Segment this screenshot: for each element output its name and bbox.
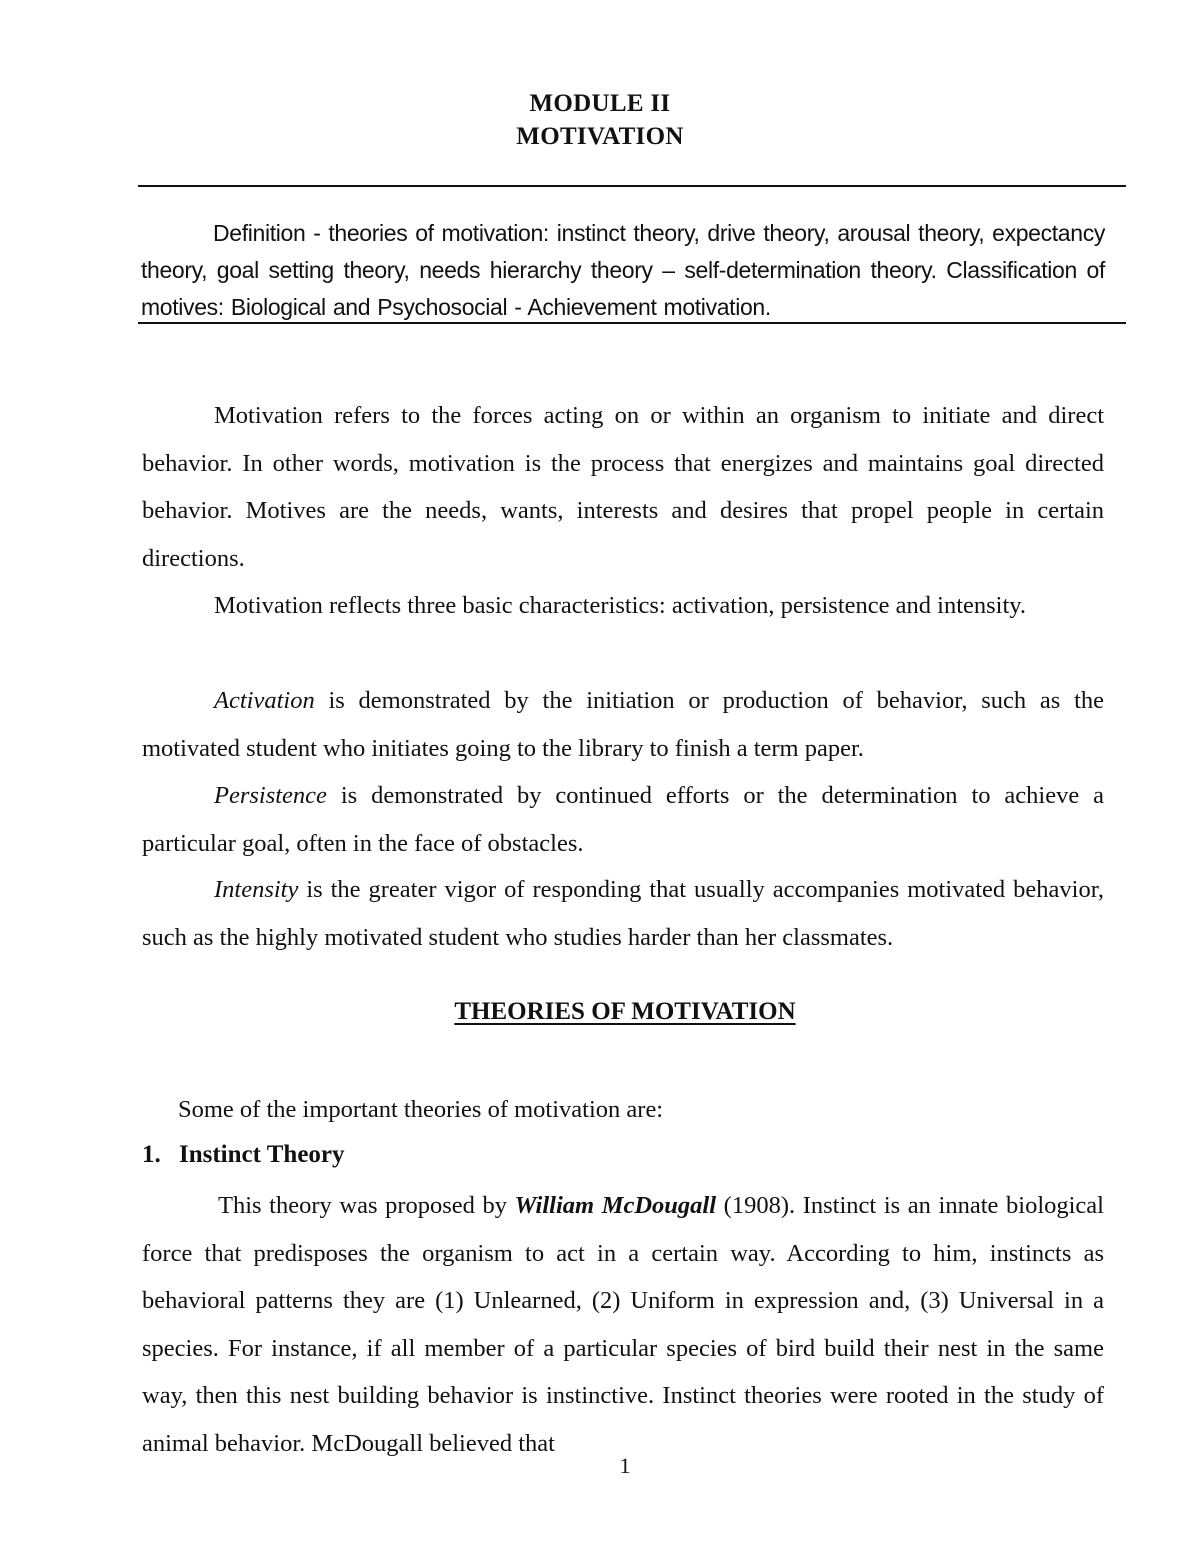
activation-paragraph [142, 677, 1104, 772]
module-label: MODULE II [529, 90, 671, 117]
theory-1-number: 1. [142, 1141, 161, 1168]
theory-1-text-before: This theory was proposed by [218, 1192, 515, 1219]
persistence-text: is demonstrated by continued efforts or the determination to achieve a particular goal, often in the face of obstacles. [142, 782, 1104, 857]
theory-1-author: William McDougall [514, 1192, 717, 1219]
intensity-text: is the greater vigor of responding that usually accompanies motivated behavior, such as the highly motivated student who studies harder than her classmates. [142, 876, 1104, 951]
theories-intro: Some of the important theories of motivation are: [178, 1096, 664, 1123]
section-heading: THEORIES OF MOTIVATION [454, 998, 796, 1025]
persistence-paragraph [142, 772, 1104, 867]
page-title: MOTIVATION [516, 123, 684, 150]
summary-text: Definition - theories of motivation: instinct theory, drive theory, arousal theory, expectancy theory, goal setting theory, needs hierarchy theory – self-determination theory. Classification of motives: Biological and Psychosocial - Achievement motivation. [141, 220, 1105, 320]
intensity-paragraph [142, 866, 1104, 961]
intro-paragraph-2: Motivation reflects three basic characteristics: activation, persistence and intensity. [214, 592, 1027, 619]
module-summary [141, 215, 1105, 326]
bottom-rule [138, 322, 1126, 324]
intro-paragraph-1: Motivation refers to the forces acting on or within an organism to initiate and direct behavior. In other words, motivation is the process that energizes and maintains goal directed behavior. Motives are the needs, wants, interests and desires that propel people in certain directions. [142, 402, 1104, 572]
intensity-term: Intensity [214, 876, 299, 903]
page-number: 1 [619, 1453, 631, 1478]
activation-text: is demonstrated by the initiation or production of behavior, such as the motivated student who initiates going to the library to finish a term paper. [142, 687, 1104, 762]
activation-term: Activation [214, 687, 315, 714]
theory-1-paragraph [142, 1182, 1104, 1467]
theory-1-heading [142, 1141, 345, 1169]
top-rule [138, 185, 1126, 187]
persistence-term: Persistence [214, 782, 327, 809]
theory-1-title: Instinct Theory [179, 1141, 345, 1168]
theory-1-text-after: (1908). Instinct is an innate biological force that predisposes the organism to act in a certain way. According to him, instincts as behavioral patterns they are (1) Unlearned, (2) Uniform in expression and, (3) Universal in a species. For instance, if all member of a particular species of bird build their nest in the same way, then this nest building behavior is instinctive. Instinct theories were rooted in the study of animal behavior. McDougall believed that [142, 1192, 1104, 1457]
